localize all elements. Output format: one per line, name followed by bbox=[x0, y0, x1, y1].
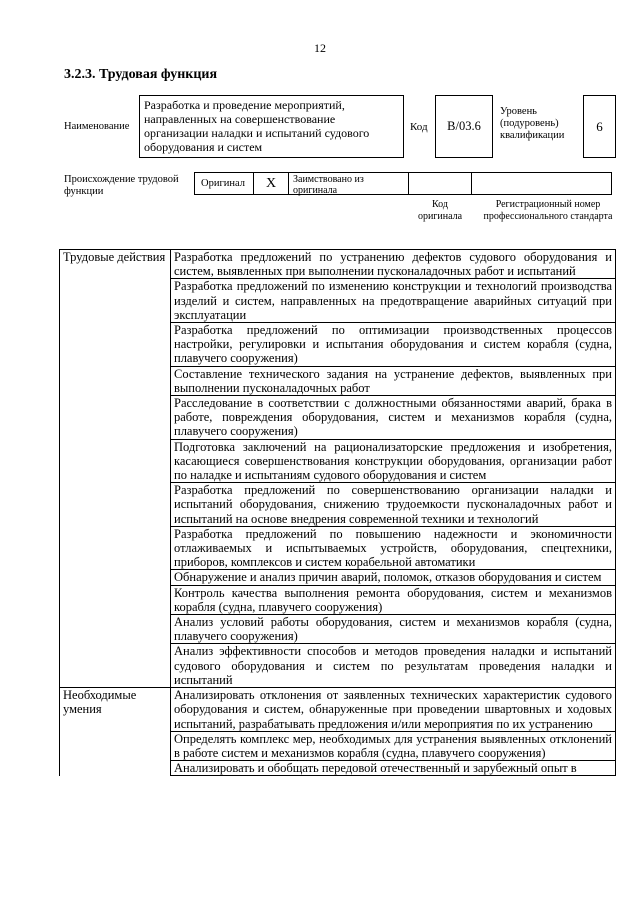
table-row bbox=[60, 250, 616, 279]
level-value: 6 bbox=[596, 118, 603, 134]
labor-actions-item: Разработка предложений по повышению надежности и экономичности отлаживаемых и испытываемых устройств, оборудования, спецтехники, приборов, комплексов и систем корабельной автоматики bbox=[171, 526, 616, 570]
table-row bbox=[60, 688, 616, 732]
reg-number-cell bbox=[471, 172, 612, 195]
reg-number-label: Регистрационный номер профессионального стандарта bbox=[483, 199, 613, 222]
required-skills-heading: Необходимые умения bbox=[60, 688, 171, 776]
labor-actions-item: Разработка предложений по оптимизации производственных процессов настройки, регулировки и испытания оборудования и систем корабля (судна, плавучего сооружения) bbox=[171, 323, 616, 367]
code-original-label: Код оригинала bbox=[417, 199, 463, 222]
labor-actions-item: Расследование в соответствии с должностными обязанностями аварий, брака в работе, повреждения оборудования, систем и механизмов корабля (судна, плавучего сооружения) bbox=[171, 396, 616, 440]
labor-actions-heading: Трудовые действия bbox=[60, 250, 171, 688]
functions-table bbox=[59, 249, 616, 776]
labor-actions-item: Анализ условий работы оборудования, систем и механизмов корабля (судна, плавучего сооружения) bbox=[171, 615, 616, 644]
function-name-value: Разработка и проведение мероприятий, направленных на совершенствование организации наладки и испытаний судового оборудования и систем bbox=[144, 98, 370, 154]
labor-actions-item: Разработка предложений по изменению конструкции и технологий производства изделий и систем, направленных на предотвращение аварийных ситуаций при эксплуатации bbox=[171, 279, 616, 323]
code-box bbox=[435, 95, 493, 158]
original-mark: X bbox=[265, 175, 277, 191]
function-name-box bbox=[139, 95, 404, 158]
required-skills-item: Анализировать и обобщать передовой отечественный и зарубежный опыт в bbox=[171, 761, 616, 776]
origin-label: Происхождение трудовой функции bbox=[64, 174, 179, 197]
required-skills-item: Анализировать отклонения от заявленных технических характеристик судового оборудования и систем, обнаруженные при проведении швартовных и ходовых испытаний, разрабатывать предложения и/или мероприятия по их устранению bbox=[171, 688, 616, 732]
code-original-cell bbox=[408, 172, 472, 195]
code-label: Код bbox=[410, 121, 428, 133]
name-label: Наименование bbox=[64, 121, 130, 132]
labor-actions-item: Разработка предложений по совершенствованию организации наладки и испытаний оборудования, снижению трудоемкости пусконаладочных работ и испытаний на основе внедрения современной техники и технологий bbox=[171, 483, 616, 527]
labor-actions-item: Контроль качества выполнения ремонта оборудования, систем и механизмов корабля (судна, плавучего сооружения) bbox=[171, 585, 616, 614]
original-label: Оригинал bbox=[201, 177, 245, 189]
level-box bbox=[583, 95, 616, 158]
original-mark-cell bbox=[253, 172, 289, 195]
code-value: B/03.6 bbox=[447, 119, 481, 133]
level-label: Уровень (подуровень) квалификации bbox=[500, 106, 565, 141]
original-cell bbox=[194, 172, 254, 195]
required-skills-item: Определять комплекс мер, необходимых для устранения выявленных отклонений в работе систем и механизмов корабля (судна, плавучего сооружения) bbox=[171, 731, 616, 760]
page-number: 12 bbox=[314, 41, 326, 55]
borrowed-cell bbox=[288, 172, 409, 195]
labor-actions-item: Разработка предложений по устранению дефектов судового оборудования и систем, выявленных при выполнении пусконаладочных работ и испытаний bbox=[171, 250, 616, 279]
borrowed-label: Заимствовано из оригинала bbox=[293, 174, 364, 196]
labor-actions-item: Анализ эффективности способов и методов проведения наладки и испытаний судового оборудования и систем по результатам проведения наладки и испытаний bbox=[171, 644, 616, 688]
labor-actions-item: Подготовка заключений на рационализаторские предложения и изобретения, касающиеся совершенствования конструкции оборудования, организации работ по наладке и испытаниям судового оборудования и систем bbox=[171, 439, 616, 483]
origin-row bbox=[194, 172, 612, 195]
labor-actions-item: Обнаружение и анализ причин аварий, поломок, отказов оборудования и систем bbox=[171, 570, 616, 585]
section-title: 3.2.3. Трудовая функция bbox=[64, 67, 218, 82]
labor-actions-item: Составление технического задания на устранение дефектов, выявленных при выполнении пусконаладочных работ bbox=[171, 366, 616, 395]
